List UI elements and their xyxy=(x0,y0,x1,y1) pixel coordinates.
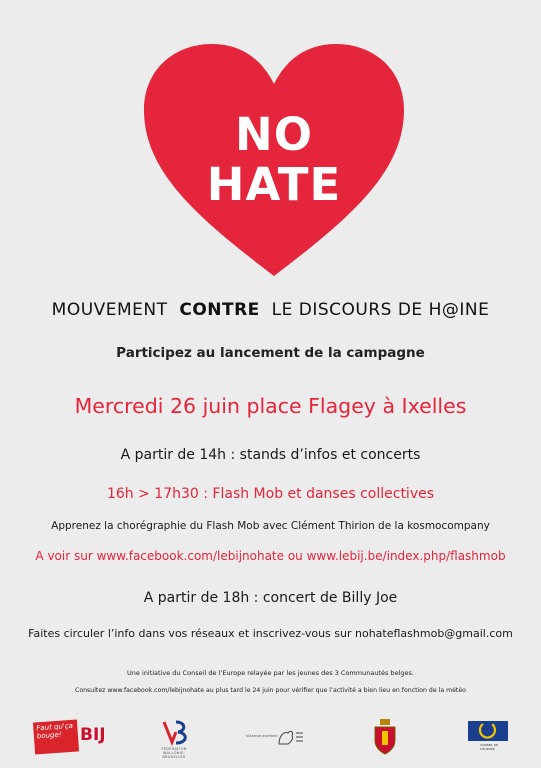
council-of-europe-logo xyxy=(468,721,508,755)
links-info: A voir sur www.facebook.com/lebijnohate ou www.lebij.be/index.php/flashmob xyxy=(35,549,506,563)
movement-part1: MOUVEMENT xyxy=(51,300,168,320)
fwb-icon xyxy=(152,718,196,746)
sponsor-logos xyxy=(0,718,541,758)
initiative-text: Une initiative du Conseil de l’Europe relayée par les jeunes des 3 Communautés belges. xyxy=(127,669,414,677)
heart-text-no: NO xyxy=(235,108,313,161)
bij-name: BIJ xyxy=(80,725,106,745)
bij-tagline: Faut qu'ça bouge! xyxy=(33,720,79,755)
choreography-info: Apprenez la chorégraphie du Flash Mob avec Clément Thirion de la kosmocompany xyxy=(51,520,490,532)
event-date: Mercredi 26 juin place Flagey à Ixelles xyxy=(74,394,467,418)
consultez-text: Consultez www.facebook.com/lebijnohate au plus tard le 24 juin pour vérifier que l’activité a bien lieu en fonction de la météo xyxy=(75,687,466,694)
coat-of-arms-icon xyxy=(371,718,399,756)
stands-info: A partir de 14h : stands d’infos et concerts xyxy=(120,447,421,463)
no-hate-heart xyxy=(138,40,410,280)
lion-icon xyxy=(276,728,304,748)
movement-part2: CONTRE xyxy=(179,300,260,320)
europe-stars-icon xyxy=(468,721,508,741)
flashmob-info: 16h > 17h30 : Flash Mob et danses collectives xyxy=(106,486,435,502)
vlaamse-caption: Vlaamse overheid xyxy=(246,734,278,738)
fwb-caption: FÉDÉRATION WALLONIE-BRUXELLES xyxy=(161,747,187,759)
coe-caption: CONSEIL DE L'EUROPE xyxy=(480,743,499,751)
concert-info: A partir de 18h : concert de Billy Joe xyxy=(143,590,398,606)
bij-logo xyxy=(34,721,114,753)
council-flag xyxy=(468,721,508,741)
movement-part3: LE DISCOURS DE H@INE xyxy=(271,300,490,320)
heart-text-hate: HATE xyxy=(206,158,342,211)
coat-of-arms-logo xyxy=(371,718,399,756)
movement-title xyxy=(0,300,541,320)
share-info: Faites circuler l’info dans vos réseaux et inscrivez-vous sur nohateflashmob@gmail.com xyxy=(28,627,513,640)
fwb-logo xyxy=(152,718,196,758)
vlaamse-logo xyxy=(246,728,318,748)
participez-text: Participez au lancement de la campagne xyxy=(116,345,425,361)
